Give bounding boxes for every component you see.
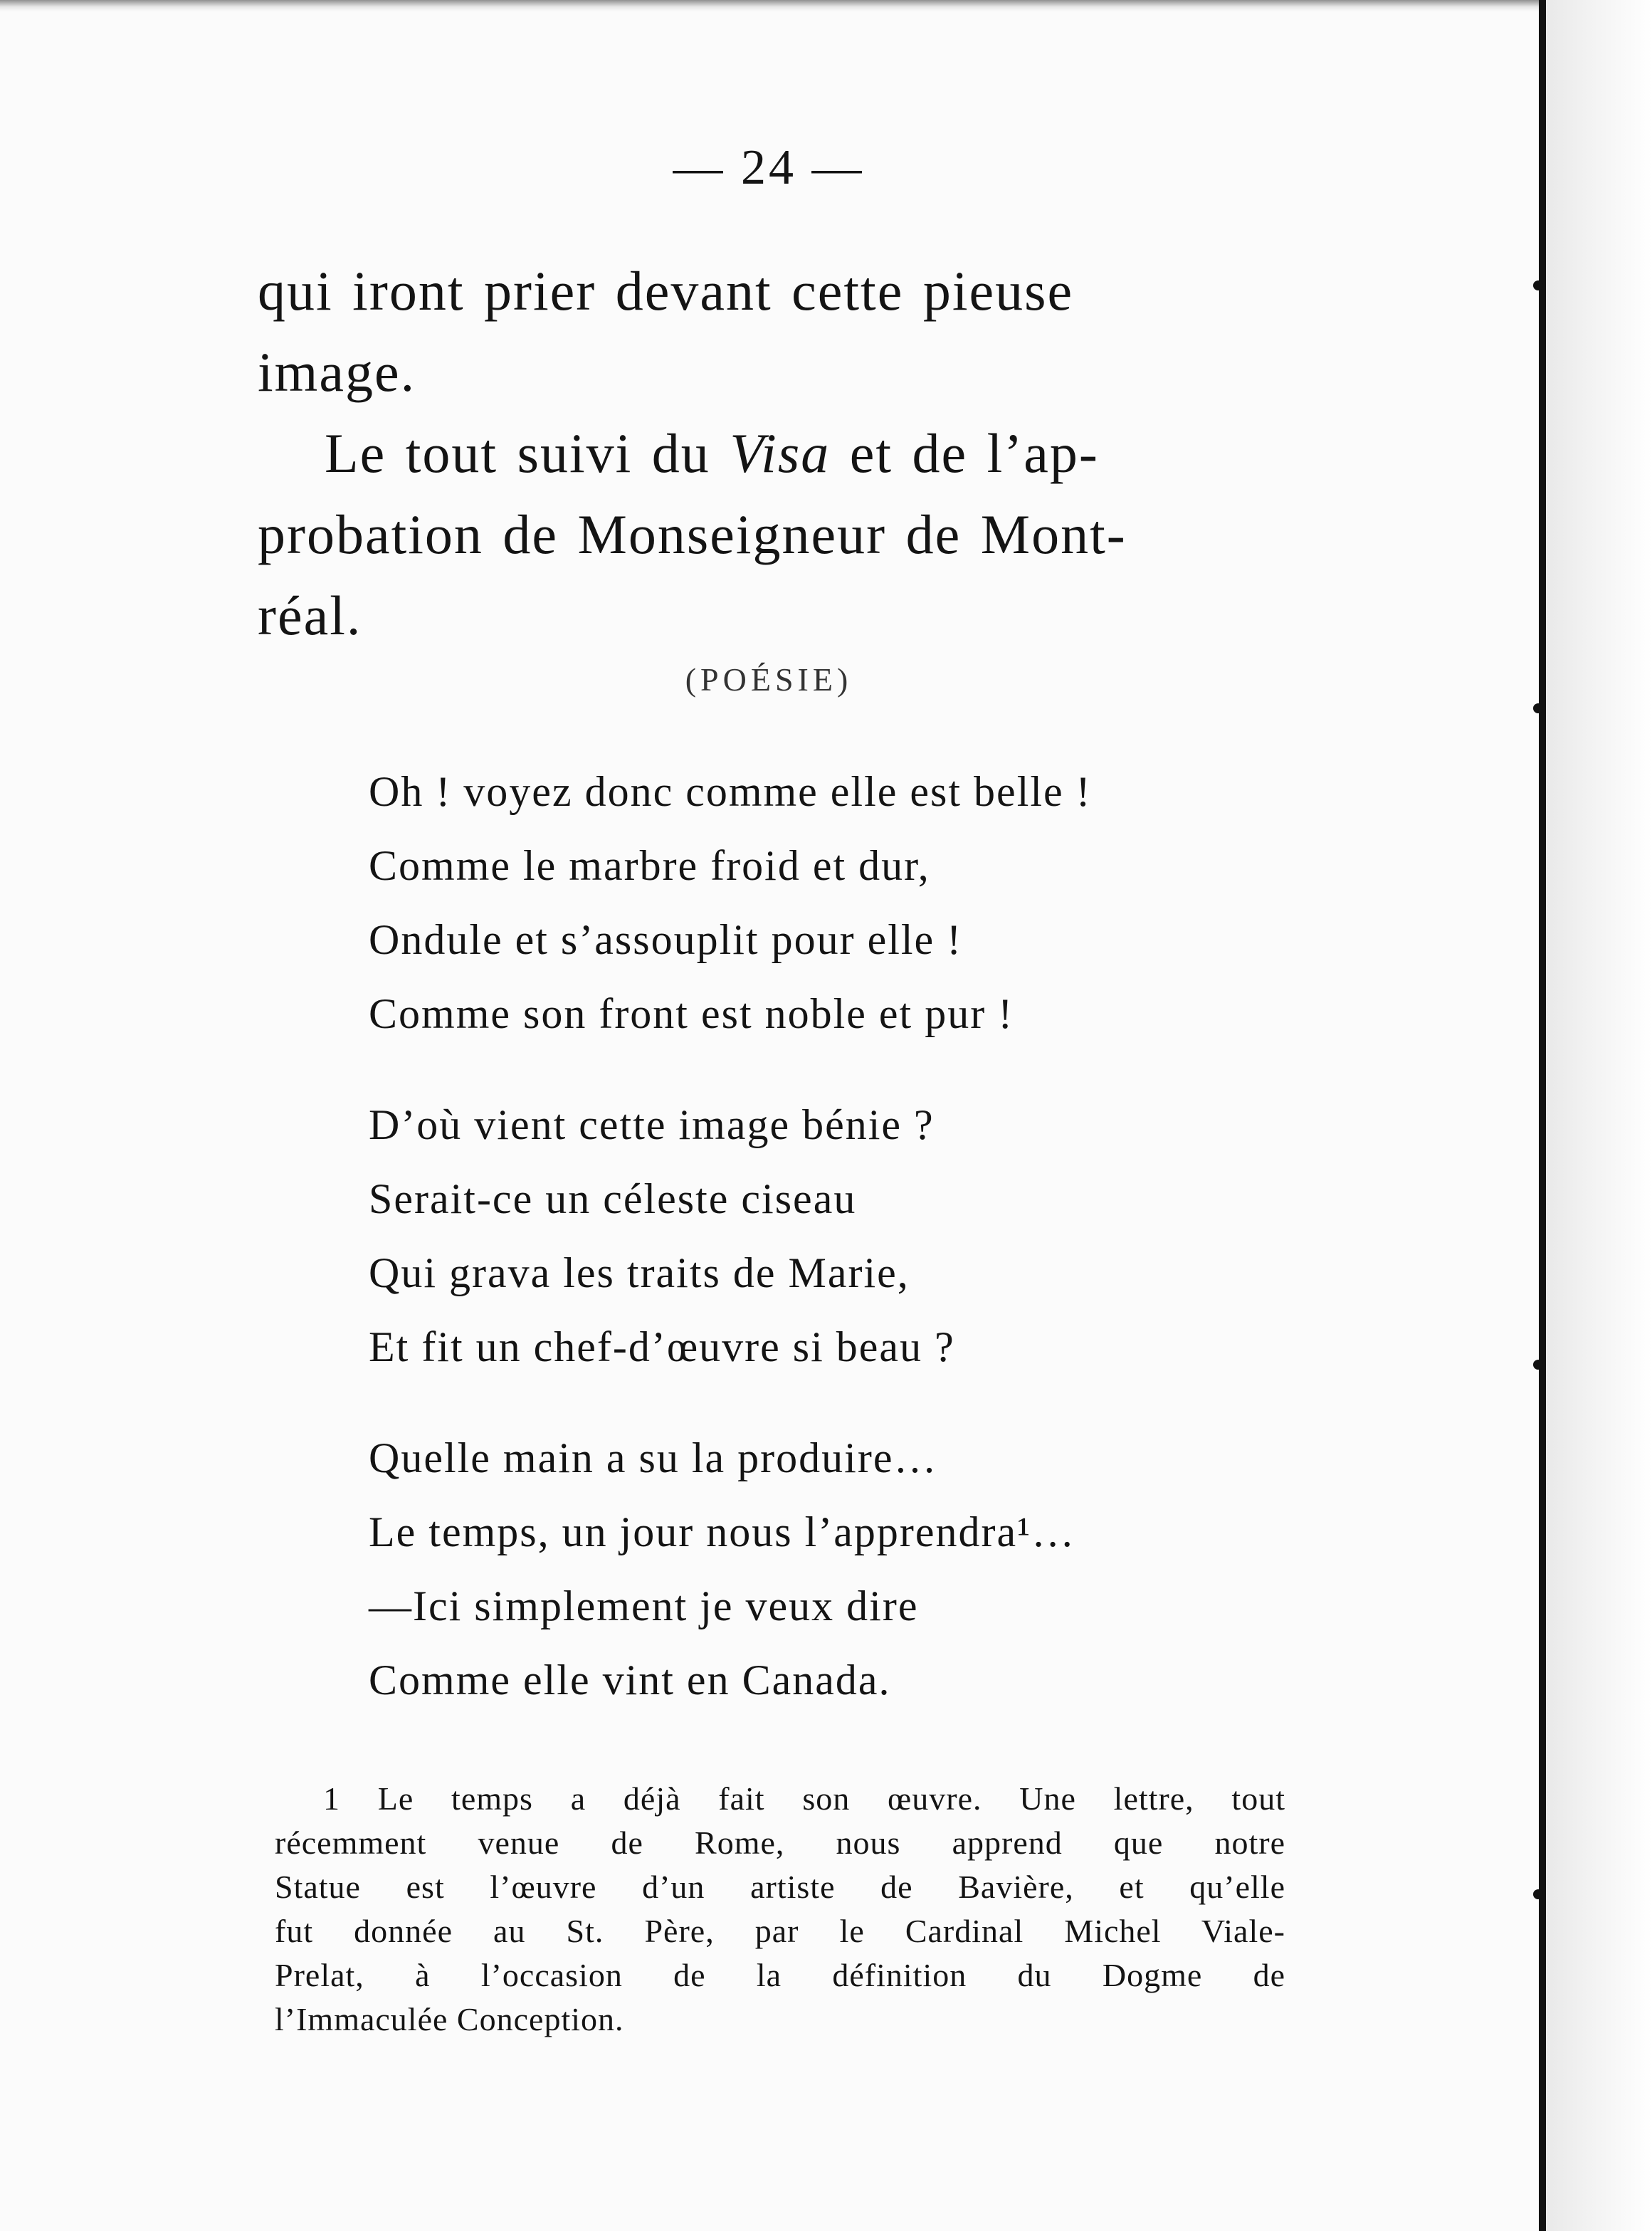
poem-stanza-2 — [369, 1088, 1092, 1384]
poem-verse: Serait-ce un céleste ciseau — [369, 1175, 857, 1222]
poem-verse: Le temps, un jour nous l’apprendra¹… — [369, 1508, 1076, 1555]
poem-verse: Oh ! voyez donc comme elle est belle ! — [369, 768, 1092, 815]
footnote-line: récemment venue de Rome, nous apprend que notre — [275, 1825, 1285, 1861]
prose-text: Le tout suivi du — [325, 422, 730, 484]
prose-line: réal. — [258, 584, 362, 646]
prose-text: et de l’ap- — [830, 422, 1099, 484]
footnote-line: Statue est l’œuvre d’un artiste de Bavière, et qu’elle — [275, 1869, 1285, 1905]
edge-mark — [1533, 703, 1543, 713]
poem-verse: Qui grava les traits de Marie, — [369, 1249, 910, 1296]
scan-top-edge — [0, 0, 1652, 11]
poem-verse: —Ici simplement je veux dire — [369, 1582, 919, 1629]
prose-line: probation de Monseigneur de Mont- — [258, 503, 1127, 565]
footnote-line: l’Immaculée Conception. — [275, 2001, 624, 2037]
poem-verse: Comme elle vint en Canada. — [369, 1657, 891, 1704]
poem-verse: Comme son front est noble et pur ! — [369, 990, 1014, 1037]
edge-mark — [1533, 1889, 1543, 1899]
prose-line: qui iront prier devant cette pieuse — [258, 260, 1074, 322]
poem — [369, 755, 1092, 1754]
footnote — [275, 1777, 1285, 2042]
visa-italic: Visa — [730, 422, 831, 484]
poem-verse: Et fit un chef-d’œuvre si beau ? — [369, 1323, 955, 1370]
poem-stanza-3 — [369, 1421, 1092, 1717]
edge-mark — [1533, 280, 1543, 290]
footnote-line: Prelat, à l’occasion de la définition du Dogme de — [275, 1957, 1285, 1993]
prose-block — [258, 251, 1275, 656]
prose-line: image. — [258, 341, 416, 403]
page-number: — 24 — — [673, 140, 865, 195]
poem-verse: Comme le marbre froid et dur, — [369, 842, 930, 889]
footnote-line: 1 Le temps a déjà fait son œuvre. Une lettre, tout — [323, 1780, 1285, 1817]
prose-paragraph-1 — [258, 251, 1275, 413]
poem-section-label: (POÉSIE) — [685, 661, 853, 698]
scan-margin-shadow — [1546, 0, 1652, 2231]
prose-paragraph-2 — [258, 413, 1275, 656]
footnote-line: fut donnée au St. Père, par le Cardinal Michel Viale- — [275, 1913, 1285, 1949]
poem-stanza-1 — [369, 755, 1092, 1051]
poem-verse: Quelle main a su la produire… — [369, 1434, 938, 1481]
poem-verse: D’où vient cette image bénie ? — [369, 1101, 935, 1148]
poem-verse: Ondule et s’assouplit pour elle ! — [369, 916, 963, 963]
edge-mark — [1533, 1360, 1543, 1370]
